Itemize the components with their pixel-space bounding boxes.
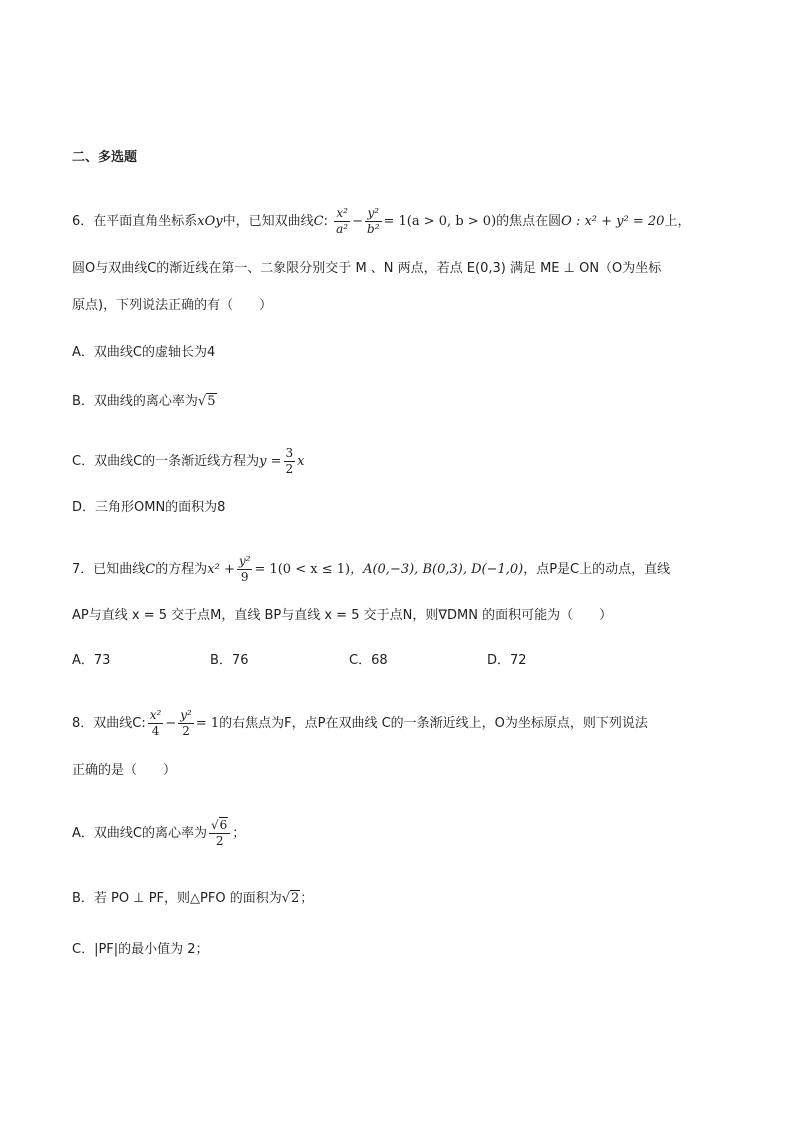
q6-line2: 圆O与双曲线C的渐近线在第一、二象限分别交于 M 、N 两点，若点 E(0,3) 满足 ME ⊥ ON（O为坐标: [72, 261, 662, 276]
q8-line1: [72, 707, 648, 741]
q8-frac-y: $\frac{\text{y²}}{2}$: [180, 708, 192, 738]
q8-line2: 正确的是（ ）: [72, 763, 177, 778]
q6-minus: −: [352, 214, 364, 229]
q6-option-d[interactable]: D．三角形OMN的面积为8: [72, 500, 226, 515]
q6-eq-cond: = 1(a > 0, b > 0): [383, 214, 497, 229]
q7-text1: 已知曲线: [93, 562, 146, 577]
q7-option-b[interactable]: B．76: [210, 653, 249, 668]
q6-option-b[interactable]: [72, 392, 217, 412]
sqrt-icon: √5: [197, 394, 216, 409]
q8-text2: 的右焦点为F，点P在双曲线 C的一条渐近线上，O为坐标原点，则下列说法: [219, 716, 648, 731]
q7-curve: C: [145, 562, 156, 577]
q8-option-a-frac: $\frac{√6}{2}$: [209, 818, 230, 849]
q7-text3: ，点P是C上的动点，直线: [523, 562, 671, 577]
q8-number: 8．: [72, 716, 94, 731]
q7-option-d[interactable]: D．72: [487, 653, 527, 668]
q8-minus: −: [165, 716, 177, 731]
q7-line2: AP与直线 x = 5 交于点M，直线 BP与直线 x = 5 交于点N，则∇DMN 的面积可能为（ ）: [72, 608, 613, 623]
q7-option-a[interactable]: A．73: [72, 653, 111, 668]
q6-circle: O : x² + y² = 20: [561, 214, 665, 229]
q8-option-a-label: A．双曲线C的离心率为: [72, 826, 207, 841]
q6-text2: 中，已知双曲线: [222, 214, 314, 229]
q6-option-c[interactable]: [72, 445, 305, 479]
q8-option-b-label: B．若 PO ⊥ PF，则△PFO 的面积为: [72, 891, 282, 906]
q7-option-c[interactable]: C．68: [349, 653, 388, 668]
section-title: 二、多选题: [72, 150, 138, 165]
q6-frac-y: $\frac{\text{y²}}{\text{b²}}$: [367, 206, 380, 236]
q6-number: 6．: [72, 214, 94, 229]
sqrt-icon: √2: [281, 891, 300, 906]
q8-text1: 双曲线C:: [93, 716, 146, 731]
q8-option-b[interactable]: [72, 889, 313, 909]
q6-text3: 的焦点在圆: [496, 214, 562, 229]
q6-text1: 在平面直角坐标系: [93, 214, 198, 229]
q6-curve-name: C: [313, 214, 324, 229]
sqrt-icon: √6: [210, 818, 228, 832]
q6-colon: :: [323, 214, 328, 229]
q6-option-b-label: B．双曲线的离心率为: [72, 394, 198, 409]
q7-text2: 的方程为: [155, 562, 208, 577]
q7-points: ，A(0,−3), B(0,3), D(−1,0): [350, 562, 524, 577]
q6-coord-system: xOy: [197, 214, 223, 229]
q6-option-c-frac: $\frac{3}{2}$: [285, 446, 294, 476]
q8-frac-x: $\frac{\text{x²}}{4}$: [149, 708, 162, 738]
q6-frac-x: $\frac{\text{x²}}{\text{a²}}$: [336, 206, 349, 236]
q8-option-c[interactable]: C．|PF|的最小值为 2；: [72, 942, 209, 957]
q6-text4: 上，: [664, 214, 691, 229]
q8-option-a-tail: ；: [232, 826, 246, 841]
q6-option-c-label: C．双曲线C的一条渐近线方程为: [72, 454, 260, 469]
q6-option-c-x: x: [297, 454, 305, 469]
q6-option-a[interactable]: A．双曲线C的虚轴长为4: [72, 345, 216, 360]
q6-line3: 原点)，下列说法正确的有（ ）: [72, 298, 273, 313]
q8-option-b-tail: ；: [300, 891, 314, 906]
q7-line1: [72, 553, 670, 587]
q6-line1: [72, 206, 690, 237]
q8-option-a[interactable]: [72, 814, 245, 854]
q7-number: 7．: [72, 562, 94, 577]
q7-eq-right: = 1(0 < x ≤ 1): [254, 562, 351, 577]
q6-option-c-y: y =: [259, 454, 282, 469]
q7-frac: $\frac{\text{y²}}{9}$: [238, 554, 251, 584]
q7-eq-left: x² +: [207, 562, 235, 577]
q8-eq: = 1: [195, 716, 220, 731]
